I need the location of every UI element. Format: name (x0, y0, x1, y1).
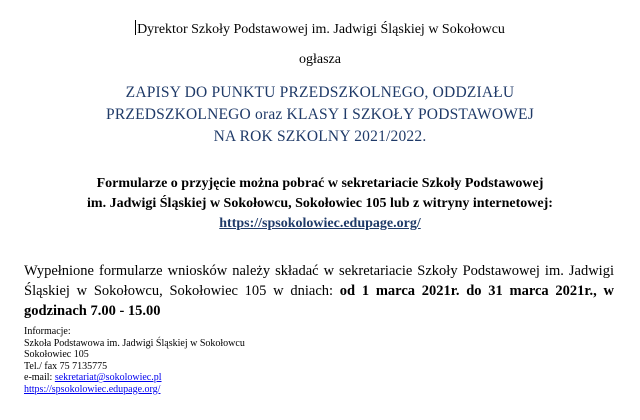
info-address: Sokołowiec 105 (24, 349, 89, 360)
headline-line-2: PRZEDSZKOLNEGO oraz KLASY I SZKOŁY PODSTAWOWEJ (106, 106, 534, 123)
info-heading: Informacje: (24, 326, 71, 337)
intro-line (0, 20, 640, 38)
email-link[interactable]: sekretariat@sokolowiec.pl (54, 372, 162, 383)
headline (0, 82, 640, 148)
forms-line-2: im. Jadwigi Śląskiej w Sokołowcu, Sokołowiec 105 lub z witryny internetowej: (87, 196, 553, 211)
info-phone: Tel./ fax 75 7135775 (24, 360, 108, 372)
info-website-link[interactable]: https://spsokolowiec.edupage.org/ (24, 383, 161, 395)
info-email-label: e-mail: (24, 372, 55, 383)
announce-line: ogłasza (299, 52, 341, 67)
headline-line-1: ZAPISY DO PUNKTU PRZEDSZKOLNEGO, ODDZIAŁU (125, 84, 515, 101)
text-cursor (135, 20, 136, 35)
website-link[interactable]: https://spsokolowiec.edupage.org/ (219, 216, 421, 231)
submission-text: Wypełnione formularze wniosków należy składać w sekretariacie Szkoły Podstawowej im. Jadwigi Śląskiej w Sokołowcu, Sokołowiec 105 w dniach: (24, 263, 614, 299)
info-school: Szkoła Podstawowa im. Jadwigi Śląskiej w Sokołowcu (24, 337, 245, 349)
headline-line-3: NA ROK SZKOLNY 2021/2022. (213, 128, 427, 145)
info-email-row (24, 372, 424, 384)
contact-info (24, 326, 424, 395)
intro-text: Dyrektor Szkoły Podstawowej im. Jadwigi Śląskiej w Sokołowcu (137, 22, 505, 37)
submission-paragraph (24, 261, 614, 321)
forms-line-1: Formularze o przyjęcie można pobrać w sekretariacie Szkoły Podstawowej (96, 176, 544, 191)
forms-notice (0, 174, 640, 234)
submission-dates: od 1 marca 2021r. do 31 marca 2021r., w godzinach 7.00 - 15.00 (24, 283, 614, 319)
